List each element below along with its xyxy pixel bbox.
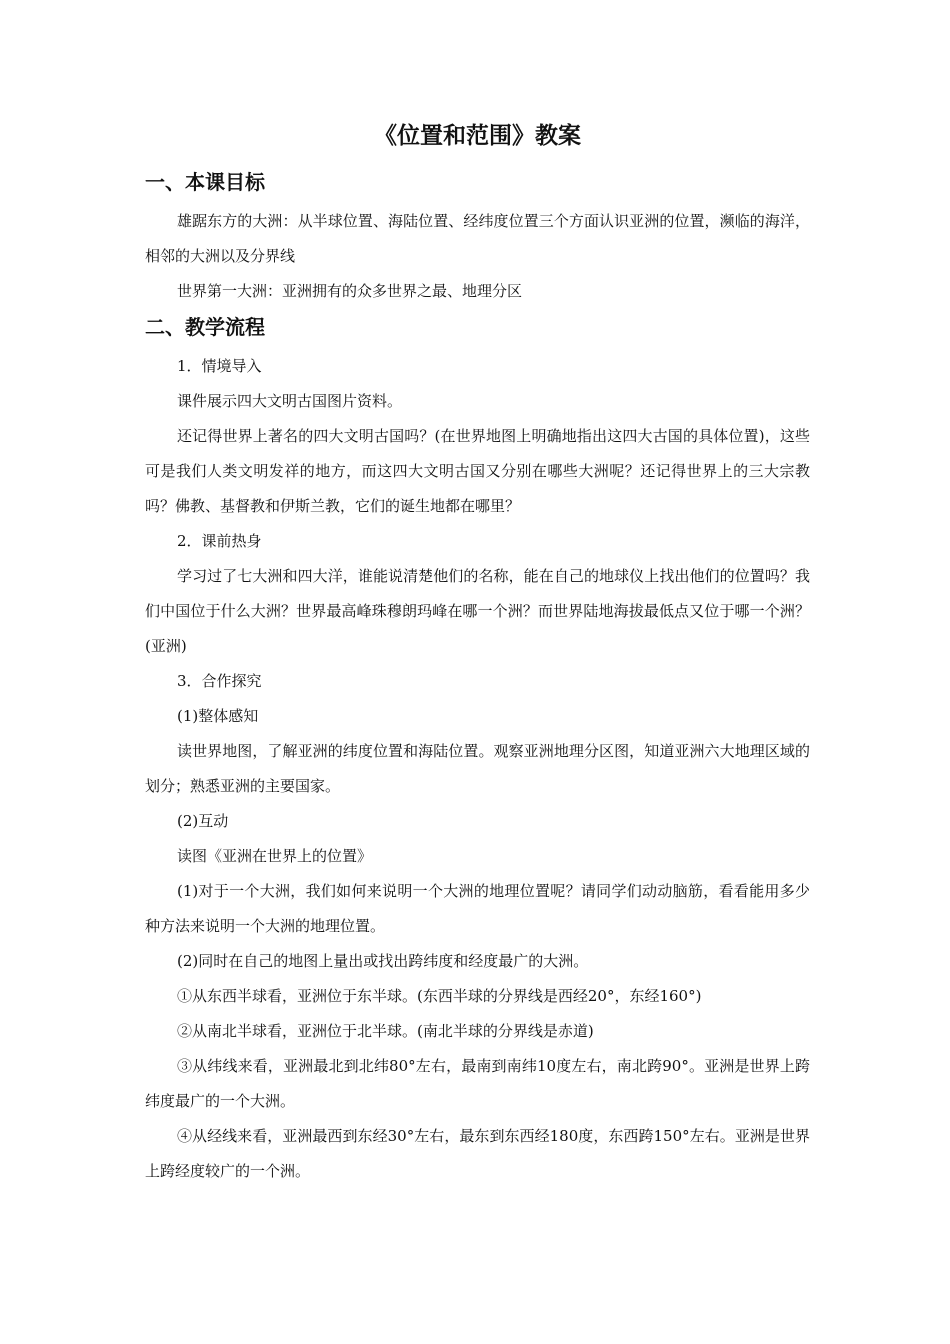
paragraph: 读图《亚洲在世界上的位置》: [177, 847, 373, 865]
paragraph: ③从纬线来看，亚洲最北到北纬80°左右，最南到南纬10度左右，南北跨90°。亚洲是世界上跨纬度最广的一个大洲。: [145, 1057, 810, 1110]
paragraph: 课件展示四大文明古国图片资料。: [177, 392, 403, 410]
paragraph: 读世界地图，了解亚洲的纬度位置和海陆位置。观察亚洲地理分区图，知道亚洲六大地理区域的划分；熟悉亚洲的主要国家。: [145, 742, 810, 795]
step-label: 2．课前热身: [177, 532, 262, 550]
sub-step-label: (1)整体感知: [177, 707, 259, 725]
paragraph: (1)对于一个大洲，我们如何来说明一个大洲的地理位置呢？请同学们动动脑筋，看看能用多少种方法来说明一个大洲的地理位置。: [145, 882, 810, 935]
paragraph: ②从南北半球看，亚洲位于北半球。(南北半球的分界线是赤道): [177, 1022, 594, 1040]
section-heading-process: 二、教学流程: [145, 315, 265, 339]
document-title: 《位置和范围》教案: [374, 123, 581, 149]
paragraph: 雄踞东方的大洲：从半球位置、海陆位置、经纬度位置三个方面认识亚洲的位置，濒临的海洋，相邻的大洲以及分界线: [145, 212, 810, 265]
sub-step-label: (2)互动: [177, 812, 229, 830]
paragraph: ①从东西半球看，亚洲位于东半球。(东西半球的分界线是西经20°，东经160°): [177, 987, 702, 1005]
document-page: [145, 118, 810, 1189]
step-label: 3．合作探究: [177, 672, 262, 690]
paragraph: 世界第一大洲：亚洲拥有的众多世界之最、地理分区: [177, 282, 523, 300]
paragraph: ④从经线来看，亚洲最西到东经30°左右，最东到东西经180度，东西跨150°左右。亚洲是世界上跨经度较广的一个洲。: [145, 1127, 810, 1180]
paragraph: 学习过了七大洲和四大洋，谁能说清楚他们的名称，能在自己的地球仪上找出他们的位置吗？我们中国位于什么大洲？世界最高峰珠穆朗玛峰在哪一个洲？而世界陆地海拔最低点又位于哪一个洲？(亚洲): [145, 567, 810, 655]
paragraph: (2)同时在自己的地图上量出或找出跨纬度和经度最广的大洲。: [177, 952, 589, 970]
paragraph: 还记得世界上著名的四大文明古国吗？(在世界地图上明确地指出这四大古国的具体位置)，这些可是我们人类文明发祥的地方，而这四大文明古国又分别在哪些大洲呢？还记得世界上的三大宗教吗？佛教、基督教和伊斯兰教，它们的诞生地都在哪里？: [145, 427, 810, 515]
step-label: 1．情境导入: [177, 357, 262, 375]
section-heading-goals: 一、本课目标: [145, 170, 265, 194]
